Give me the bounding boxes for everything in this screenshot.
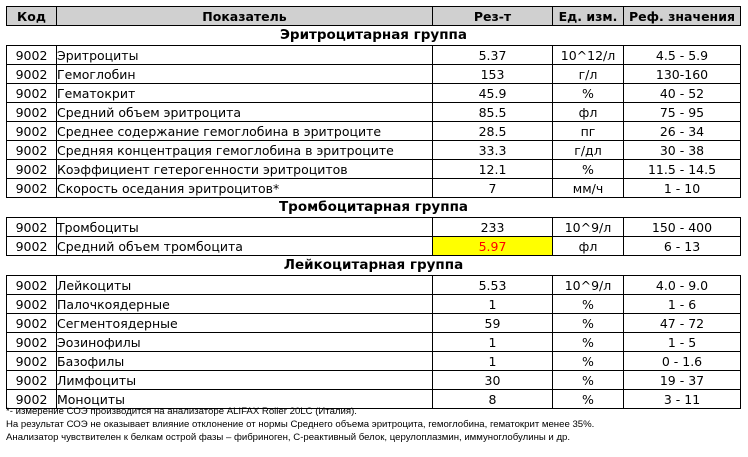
cell-result: 59 (433, 314, 553, 333)
cell-code: 9002 (7, 314, 57, 333)
cell-result: 5.53 (433, 276, 553, 295)
cell-ref: 47 - 72 (624, 314, 741, 333)
cell-result: 1 (433, 333, 553, 352)
cell-result: 5.97 (433, 237, 553, 256)
cell-ref: 0 - 1.6 (624, 352, 741, 371)
cell-name: Моноциты (57, 390, 433, 409)
cell-code: 9002 (7, 295, 57, 314)
cell-name: Лимфоциты (57, 371, 433, 390)
cell-code: 9002 (7, 237, 57, 256)
cell-unit: % (553, 160, 624, 179)
cell-name: Сегментоядерные (57, 314, 433, 333)
cell-name: Гематокрит (57, 84, 433, 103)
cell-result: 233 (433, 218, 553, 237)
cell-ref: 1 - 5 (624, 333, 741, 352)
cell-ref: 1 - 10 (624, 179, 741, 198)
table-row (7, 141, 741, 160)
table-row (7, 237, 741, 256)
cell-ref: 11.5 - 14.5 (624, 160, 741, 179)
cell-unit: фл (553, 237, 624, 256)
cell-code: 9002 (7, 390, 57, 409)
header-unit: Ед. изм. (553, 7, 624, 26)
cell-code: 9002 (7, 141, 57, 160)
cell-name: Средний объем эритроцита (57, 103, 433, 122)
table-row (7, 103, 741, 122)
footnote-line: На результат СОЭ не оказывает влияние отклонение от нормы Среднего объема эритроцита, гемоглобина, гематокрит менее 35%. (6, 419, 595, 430)
cell-ref: 1 - 6 (624, 295, 741, 314)
table-row (7, 122, 741, 141)
cell-name: Лейкоциты (57, 276, 433, 295)
cell-unit: % (553, 390, 624, 409)
cell-unit: % (553, 314, 624, 333)
table-row (7, 333, 741, 352)
cell-ref: 19 - 37 (624, 371, 741, 390)
table-row (7, 371, 741, 390)
table-row (7, 160, 741, 179)
cell-unit: % (553, 352, 624, 371)
cell-ref: 40 - 52 (624, 84, 741, 103)
cell-result: 85.5 (433, 103, 553, 122)
cell-unit: 10^9/л (553, 276, 624, 295)
cell-ref: 3 - 11 (624, 390, 741, 409)
group-header-row (7, 198, 741, 218)
table-row (7, 46, 741, 65)
cell-code: 9002 (7, 103, 57, 122)
cell-name: Коэффициент гетерогенности эритроцитов (57, 160, 433, 179)
cell-code: 9002 (7, 352, 57, 371)
cell-unit: % (553, 371, 624, 390)
header-code: Код (7, 7, 57, 26)
cell-result: 1 (433, 352, 553, 371)
table-row (7, 314, 741, 333)
cell-result: 7 (433, 179, 553, 198)
cell-result: 1 (433, 295, 553, 314)
cell-name: Скорость оседания эритроцитов* (57, 179, 433, 198)
cell-code: 9002 (7, 84, 57, 103)
cell-ref: 130-160 (624, 65, 741, 84)
cell-result: 33.3 (433, 141, 553, 160)
cell-result: 5.37 (433, 46, 553, 65)
group-title: Тромбоцитарная группа (278, 199, 469, 215)
cell-unit: 10^9/л (553, 218, 624, 237)
cell-code: 9002 (7, 371, 57, 390)
cell-code: 9002 (7, 46, 57, 65)
header-name: Показатель (57, 7, 433, 26)
group-header-row (7, 26, 741, 46)
footnotes (6, 405, 742, 444)
cell-code: 9002 (7, 160, 57, 179)
footnote-line: Анализатор чувствителен к белкам острой фазы – фибриноген, С-реактивный белок, церулоплазмин, иммуноглобулины и др. (6, 432, 571, 443)
cell-name: Гемоглобин (57, 65, 433, 84)
cell-ref: 4.5 - 5.9 (624, 46, 741, 65)
table-row (7, 295, 741, 314)
cell-name: Среднее содержание гемоглобина в эритроците (57, 122, 433, 141)
cell-result: 45.9 (433, 84, 553, 103)
cell-unit: % (553, 84, 624, 103)
cell-ref: 150 - 400 (624, 218, 741, 237)
cell-unit: % (553, 333, 624, 352)
cell-unit: фл (553, 103, 624, 122)
cell-ref: 26 - 34 (624, 122, 741, 141)
results-table (6, 6, 741, 409)
results-body (7, 26, 741, 409)
cell-ref: 30 - 38 (624, 141, 741, 160)
cell-code: 9002 (7, 333, 57, 352)
cell-result: 28.5 (433, 122, 553, 141)
header-ref: Реф. значения (624, 7, 741, 26)
cell-unit: % (553, 295, 624, 314)
cell-name: Эритроциты (57, 46, 433, 65)
cell-ref: 75 - 95 (624, 103, 741, 122)
cell-code: 9002 (7, 179, 57, 198)
header-result: Рез-т (433, 7, 553, 26)
cell-result: 153 (433, 65, 553, 84)
cell-result: 30 (433, 371, 553, 390)
cell-name: Средний объем тромбоцита (57, 237, 433, 256)
table-row (7, 65, 741, 84)
cell-code: 9002 (7, 65, 57, 84)
cell-result: 12.1 (433, 160, 553, 179)
table-row (7, 352, 741, 371)
cell-unit: г/л (553, 65, 624, 84)
cell-result: 8 (433, 390, 553, 409)
cell-unit: г/дл (553, 141, 624, 160)
cell-unit: мм/ч (553, 179, 624, 198)
cell-name: Средняя концентрация гемоглобина в эритроците (57, 141, 433, 160)
cell-code: 9002 (7, 122, 57, 141)
cell-name: Эозинофилы (57, 333, 433, 352)
cell-code: 9002 (7, 276, 57, 295)
group-title: Лейкоцитарная группа (283, 257, 464, 273)
cell-unit: пг (553, 122, 624, 141)
cell-name: Тромбоциты (57, 218, 433, 237)
group-header-row (7, 256, 741, 276)
cell-name: Палочкоядерные (57, 295, 433, 314)
table-row (7, 84, 741, 103)
cell-unit: 10^12/л (553, 46, 624, 65)
cell-code: 9002 (7, 218, 57, 237)
table-row (7, 179, 741, 198)
table-row (7, 218, 741, 237)
cell-ref: 4.0 - 9.0 (624, 276, 741, 295)
table-header-row (7, 7, 741, 26)
footnote-line: *- измерение СОЭ производится на анализаторе ALIFAX Roller 20LC (Италия). (6, 406, 357, 417)
table-row (7, 276, 741, 295)
cell-name: Базофилы (57, 352, 433, 371)
cell-ref: 6 - 13 (624, 237, 741, 256)
group-title: Эритроцитарная группа (280, 27, 467, 43)
